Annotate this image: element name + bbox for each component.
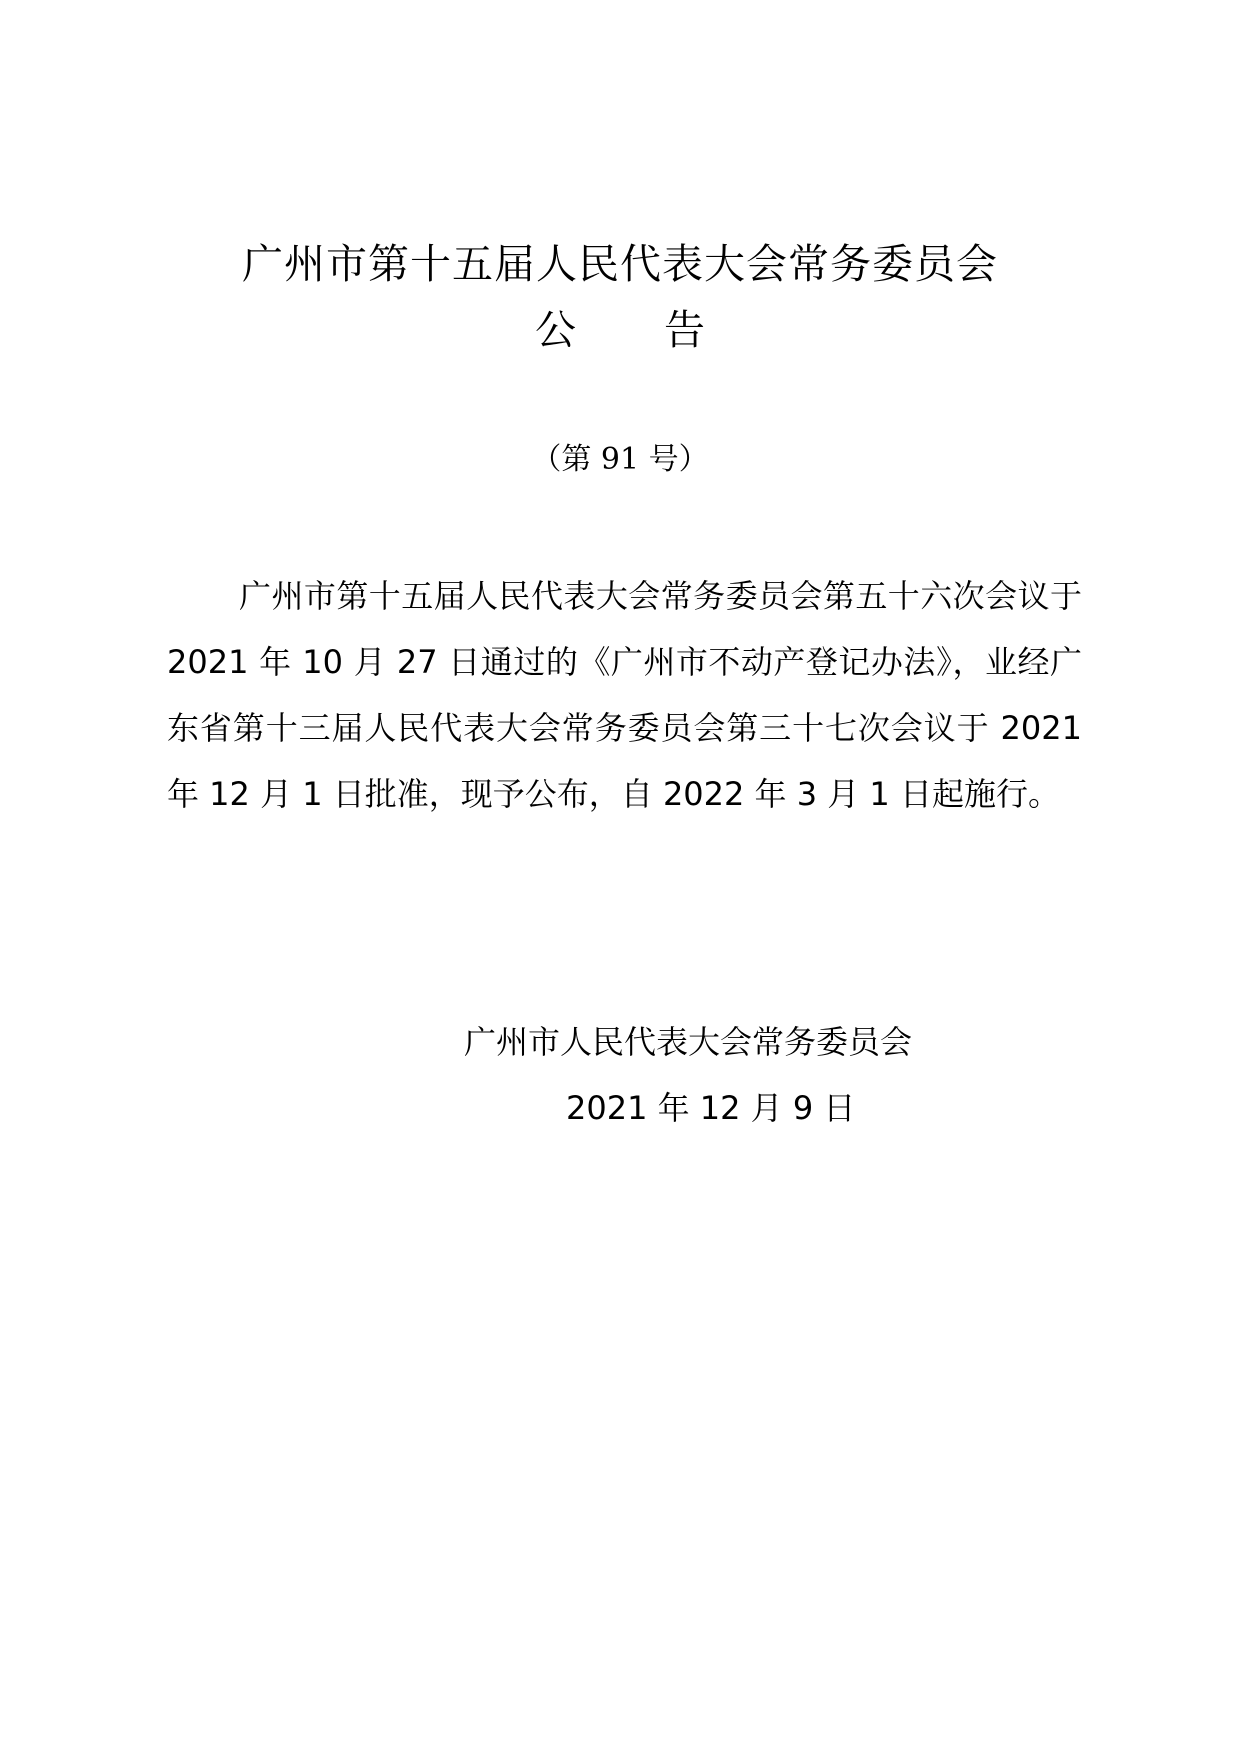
announcement-body: 广州市第十五届人民代表大会常务委员会第五十六次会议于 2021 年 10 月 27 日通过的《广州市不动产登记办法》，业经广东省第十三届人民代表大会常务委员会第三十七次会议于 2021 年 12 月 1 日批准，现予公布，自 2022 年 3 月 1 日起施行。 [167, 577, 1082, 813]
announcement-number: （第 91 号） [531, 442, 709, 477]
signature-date: 2021 年 12 月 9 日 [566, 1089, 856, 1127]
signature-organization: 广州市人民代表大会常务委员会 [464, 1023, 913, 1061]
document-subtitle [0, 306, 1240, 354]
subtitle-char-gao: 告 [664, 306, 705, 354]
subtitle-char-gong: 公 [535, 306, 576, 354]
document-title: 广州市第十五届人民代表大会常务委员会 [242, 240, 998, 288]
